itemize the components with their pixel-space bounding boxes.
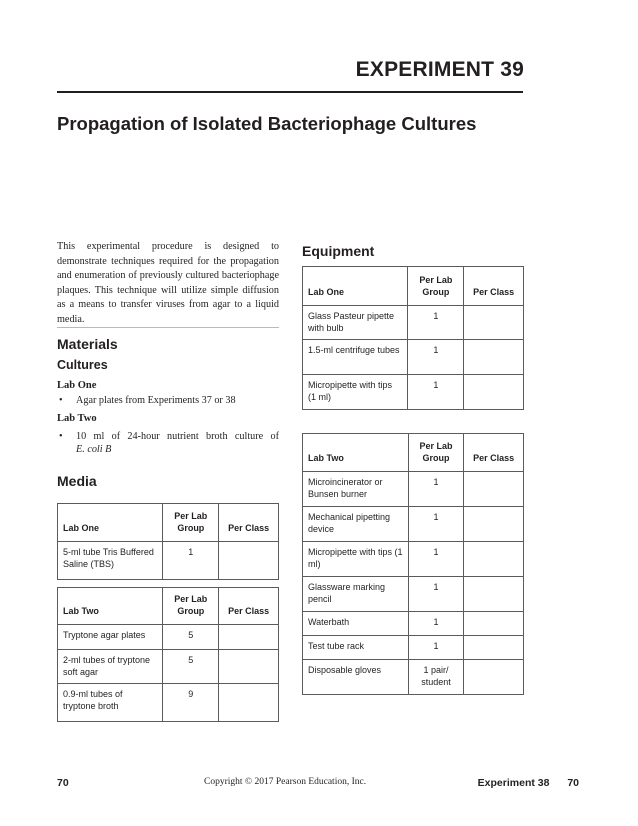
equipment-heading: Equipment [302,243,375,259]
table-row [303,340,524,375]
table-row [58,684,279,722]
bullet-icon: • [59,395,63,406]
media-heading: Media [57,473,97,489]
table-row [303,577,524,612]
per-class-cell [219,542,279,580]
list-item-text: 10 ml of 24-hour nutrient broth culture of [76,431,279,442]
per-group-cell: 1 [408,636,464,660]
item-cell: Tryptone agar plates [58,625,163,650]
per-class-cell [464,472,524,507]
cultures-lab-one-label: Lab One [57,380,97,391]
per-class-cell [464,577,524,612]
per-group-cell: 1 [408,472,464,507]
per-group-cell: 1 [408,340,464,375]
table-row [303,612,524,636]
per-group-cell: 1 [408,375,464,410]
column-header: Per Class [219,588,279,625]
item-cell: 0.9-ml tubes of tryptone broth [58,684,163,722]
table-row [303,306,524,340]
intro-paragraph: This experimental procedure is designed to demonstrate techniques required for the propagation and enumeration of previously cultured bacteriophage plaques. This technique will utilize simple diffusion as a means to transfer viruses from agar to a liquid media. [57,241,279,325]
footer-page-number-left: 70 [57,777,69,789]
column-header: Per Class [464,267,524,306]
item-cell: Glassware marking pencil [303,577,409,612]
per-group-cell: 1 [408,577,464,612]
list-item [59,430,279,460]
per-class-cell [464,660,524,695]
footer-experiment-label: Experiment 38 [477,777,550,789]
column-header: Lab Two [58,588,163,625]
table-header-row [303,434,524,472]
per-group-cell: 1 [408,612,464,636]
item-cell: Disposable gloves [303,660,409,695]
column-header: Lab One [303,267,408,306]
media-lab-two-table [57,587,279,722]
per-class-cell [219,684,279,722]
per-class-cell [464,340,524,375]
item-cell: Microincinerator or Bunsen burner [303,472,409,507]
per-group-cell: 5 [163,625,219,650]
equipment-lab-one-table [302,266,524,410]
per-group-cell: 5 [163,650,219,684]
title-divider [57,91,523,93]
table-row [58,542,279,580]
cultures-heading: Cultures [57,358,108,372]
per-group-cell: 1 [408,507,464,542]
per-group-cell: 1 pair/ student [408,660,464,695]
table-header-row [58,504,279,542]
table-row [303,375,524,410]
column-header: Per Lab Group [163,504,219,542]
item-cell: Waterbath [303,612,409,636]
table-header-row [58,588,279,625]
table-row [303,472,524,507]
per-class-cell [219,625,279,650]
bullet-icon: • [59,431,63,442]
per-group-cell: 1 [408,542,464,577]
column-header: Per Lab Group [163,588,219,625]
column-header: Lab One [58,504,163,542]
footer-page-number-right: 70 [567,777,579,789]
equipment-lab-two-table [302,433,524,695]
item-cell: 2-ml tubes of tryptone soft agar [58,650,163,684]
table-row [303,542,524,577]
per-group-cell: 1 [163,542,219,580]
table-row [303,660,524,695]
item-cell: Test tube rack [303,636,409,660]
per-class-cell [464,375,524,410]
per-class-cell [219,650,279,684]
per-group-cell: 9 [163,684,219,722]
item-cell: Micropipette with tips (1 ml) [303,542,409,577]
materials-heading: Materials [57,336,118,352]
footer-running-head [478,777,579,789]
media-lab-one-table [57,503,279,580]
per-class-cell [464,636,524,660]
item-cell: 1.5-ml centrifuge tubes [303,340,408,375]
intro-divider [57,327,279,328]
column-header: Lab Two [303,434,409,472]
table-row [58,625,279,650]
item-cell: 5-ml tube Tris Buffered Saline (TBS) [58,542,163,580]
list-item-text: Agar plates from Experiments 37 or 38 [76,395,236,406]
list-item-text: E. coli B [76,444,112,455]
footer-copyright: Copyright © 2017 Pearson Education, Inc. [204,777,367,787]
per-class-cell [464,612,524,636]
column-header: Per Lab Group [408,267,464,306]
table-row [303,507,524,542]
experiment-number: EXPERIMENT 39 [355,58,524,81]
table-row [58,650,279,684]
cultures-lab-two-label: Lab Two [57,413,97,424]
table-row [303,636,524,660]
page-title: Propagation of Isolated Bacteriophage Cultures [57,113,477,134]
per-class-cell [464,507,524,542]
item-cell: Micropipette with tips (1 ml) [303,375,408,410]
item-cell: Mechanical pipetting device [303,507,409,542]
per-class-cell [464,306,524,340]
per-group-cell: 1 [408,306,464,340]
per-class-cell [464,542,524,577]
column-header: Per Lab Group [408,434,464,472]
table-header-row [303,267,524,306]
item-cell: Glass Pasteur pipette with bulb [303,306,408,340]
column-header: Per Class [219,504,279,542]
column-header: Per Class [464,434,524,472]
